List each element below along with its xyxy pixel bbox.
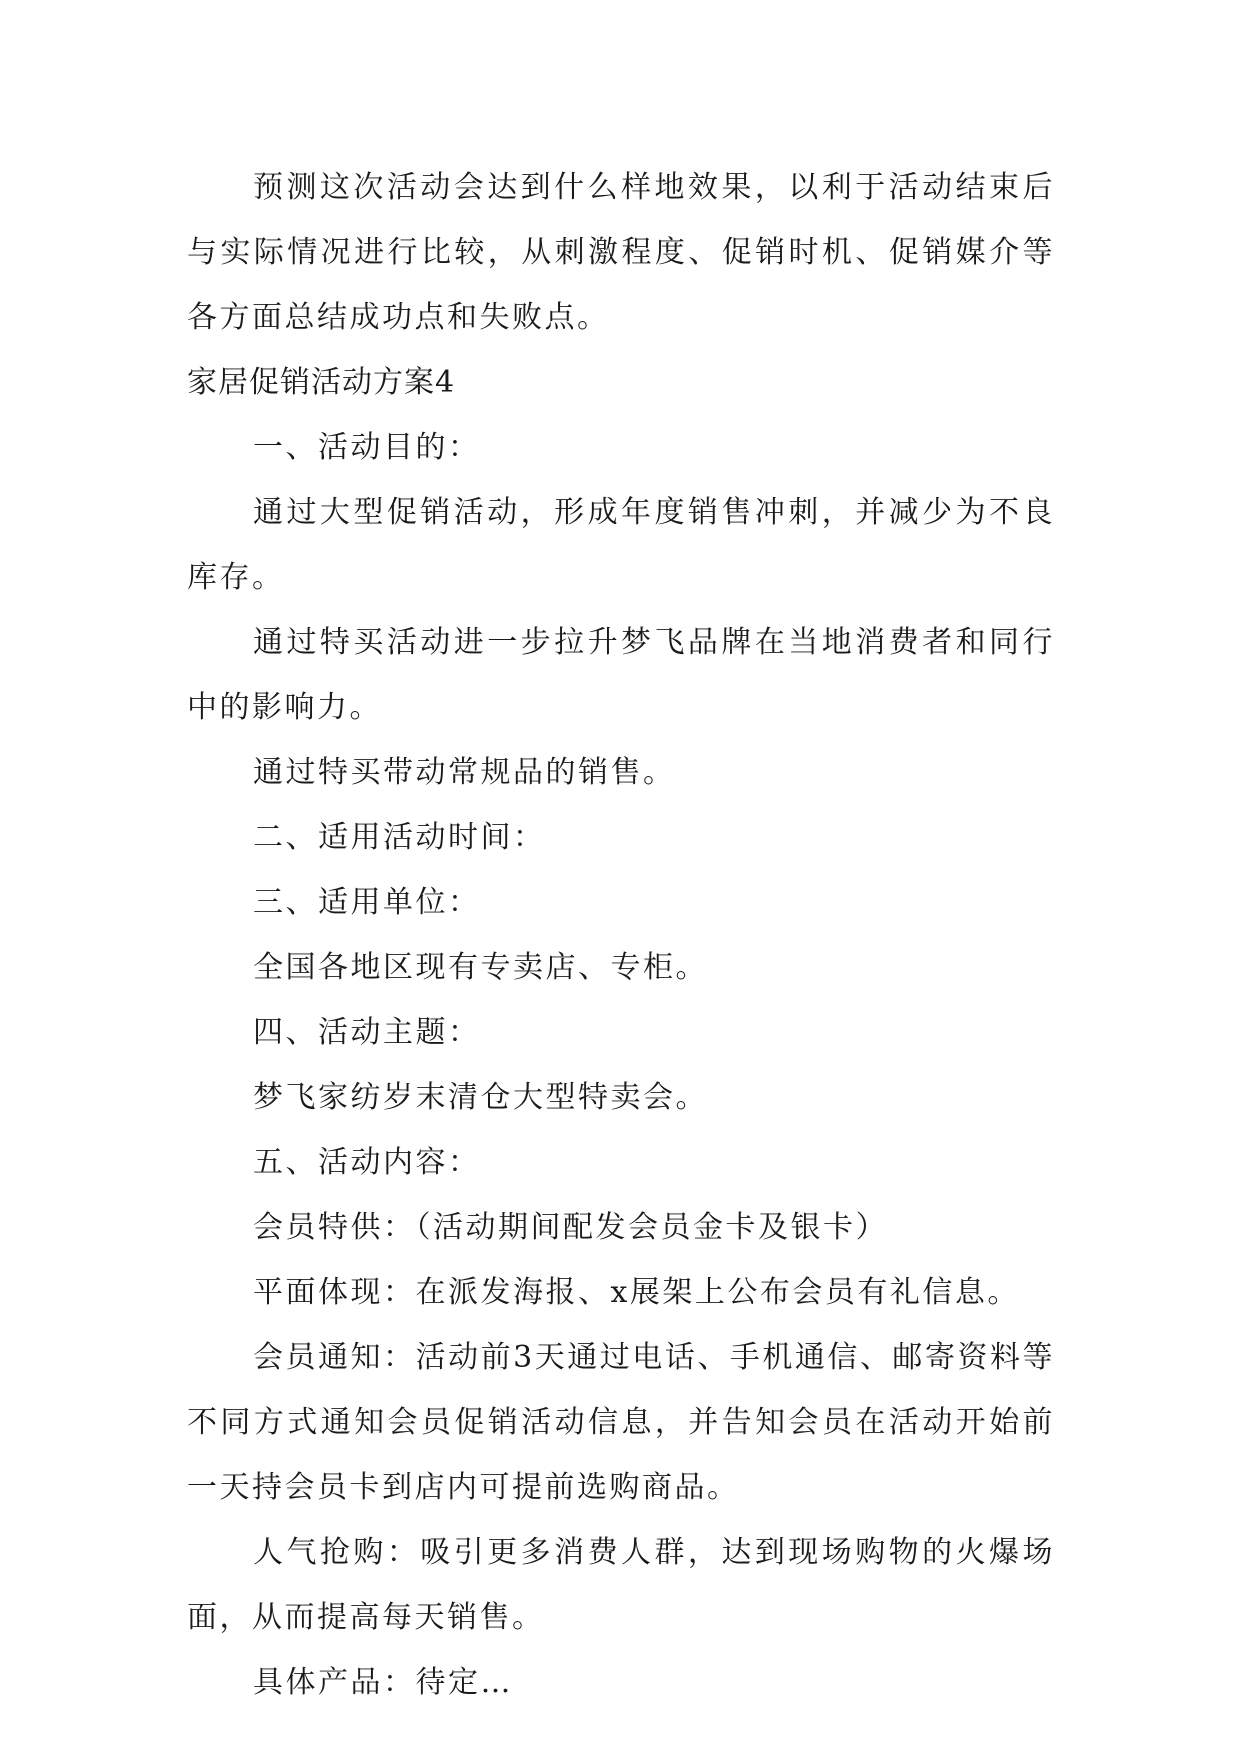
paragraph-member-offer: 会员特供：（活动期间配发会员金卡及银卡）	[253, 1210, 888, 1245]
heading-activity-purpose: 一、活动目的：	[253, 430, 481, 465]
section-title: 家居促销活动方案4	[187, 365, 456, 400]
heading-activity-time: 二、适用活动时间：	[253, 820, 546, 855]
heading-applicable-units: 三、适用单位：	[253, 885, 481, 920]
paragraph-activity-theme: 梦飞家纺岁末清仓大型特卖会。	[253, 1080, 708, 1115]
heading-activity-theme: 四、活动主题：	[253, 1015, 481, 1050]
paragraph-applicable-units: 全国各地区现有专卖店、专柜。	[253, 950, 708, 985]
document-body	[187, 155, 1055, 1715]
heading-activity-content: 五、活动内容：	[253, 1145, 481, 1180]
paragraph-print-display: 平面体现：在派发海报、x展架上公布会员有礼信息。	[253, 1275, 1020, 1310]
paragraph-purpose-2: 通过特买活动进一步拉升梦飞品牌在当地消费者和同行中的影响力。	[187, 625, 1055, 725]
paragraph-member-notice: 会员通知：活动前3天通过电话、手机通信、邮寄资料等不同方式通知会员促销活动信息，并告知会员在活动开始前一天持会员卡到店内可提前选购商品。	[187, 1340, 1055, 1505]
paragraph-specific-products: 具体产品：待定…	[253, 1665, 513, 1700]
paragraph-popular-rush: 人气抢购：吸引更多消费人群，达到现场购物的火爆场面，从而提高每天销售。	[187, 1535, 1055, 1635]
paragraph-purpose-3: 通过特买带动常规品的销售。	[253, 755, 676, 790]
paragraph-purpose-1: 通过大型促销活动，形成年度销售冲刺，并减少为不良库存。	[187, 495, 1055, 595]
paragraph-effect-prediction: 预测这次活动会达到什么样地效果，以利于活动结束后与实际情况进行比较，从刺激程度、促销时机、促销媒介等各方面总结成功点和失败点。	[187, 170, 1055, 335]
